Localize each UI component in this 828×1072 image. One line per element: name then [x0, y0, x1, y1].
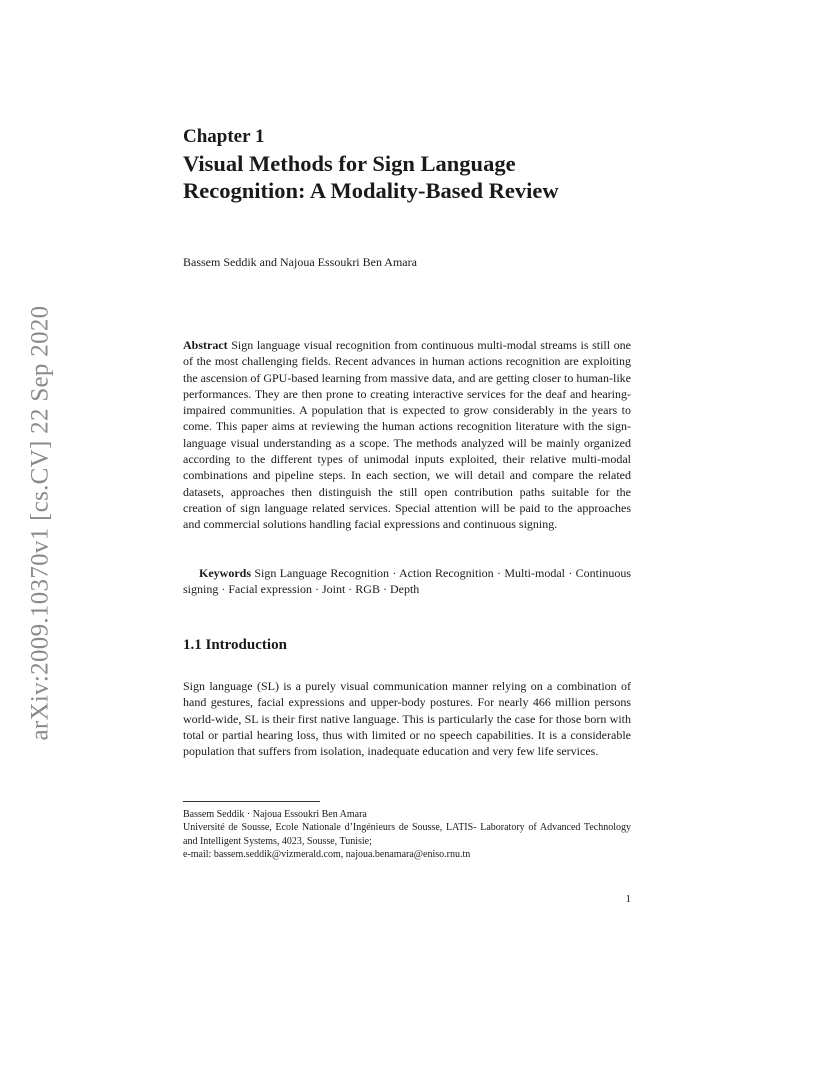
- keywords-heading: Keywords: [199, 566, 251, 580]
- footnote-rule: [183, 801, 320, 802]
- footnote: [183, 808, 631, 862]
- keywords: [183, 565, 631, 598]
- abstract-text: Sign language visual recognition from continuous multi-modal streams is still one of the most challenging fields. Recent advances in human actions recognition are exploiting the ascension of GPU-based learning from massive data, and are getting closer to human-like performances. They are then prone to creating interactive services for the deaf and hearing-impaired communities. A population that is expected to grow considerably in the years to come. This paper aims at reviewing the human actions recognition literature with the sign-language visual understanding as a scope. The methods analyzed will be mainly organized according to the different types of unimodal inputs exploited, their relative multi-modal combinations and pipeline steps. In each section, we will detail and compare the related datasets, approaches then distinguish the still open contribution paths suitable for the creation of sign language related services. Special attention will be paid to the approaches and commercial solutions handling facial expressions and continuous signing.: [183, 338, 632, 532]
- chapter-label: Chapter 1: [183, 126, 265, 147]
- footnote-email: e-mail: bassem.seddik@vizmerald.com, najoua.benamara@eniso.rnu.tn: [183, 849, 471, 861]
- chapter-title: Visual Methods for Sign Language Recognition: A Modality-Based Review: [183, 151, 559, 203]
- keywords-text: Sign Language Recognition · Action Recognition · Multi-modal · Continuous signing · Facial expression · Joint · RGB · Depth: [183, 566, 632, 597]
- footnote-names: Bassem Seddik · Najoua Essoukri Ben Amara: [183, 809, 367, 820]
- arxiv-identifier: arXiv:2009.10370v1 [cs.CV] 22 Sep 2020: [26, 305, 54, 740]
- abstract-heading: Abstract: [183, 338, 228, 352]
- page-number: 1: [625, 893, 631, 905]
- authors: Bassem Seddik and Najoua Essoukri Ben Amara: [183, 255, 417, 269]
- introduction-paragraph: Sign language (SL) is a purely visual communication manner relying on a combination of hand gestures, facial expressions and upper-body postures. For nearly 466 million persons world-wide, SL is their first native language. This is particularly the case for those born with total or partial hearing loss, thus with limited or no speech capabilities. It is a considerable population that suffers from isolation, inadequate education and very few life services.: [183, 679, 631, 759]
- arxiv-stamp: [22, 285, 58, 760]
- footnote-affiliation: Université de Sousse, Ecole Nationale d’Ingénieurs de Sousse, LATIS- Laboratory of Advanced Technology and Intelligent Systems, 4023, Sousse, Tunisie;: [183, 822, 631, 847]
- section-heading: 1.1 Introduction: [183, 637, 287, 653]
- abstract: [183, 337, 631, 533]
